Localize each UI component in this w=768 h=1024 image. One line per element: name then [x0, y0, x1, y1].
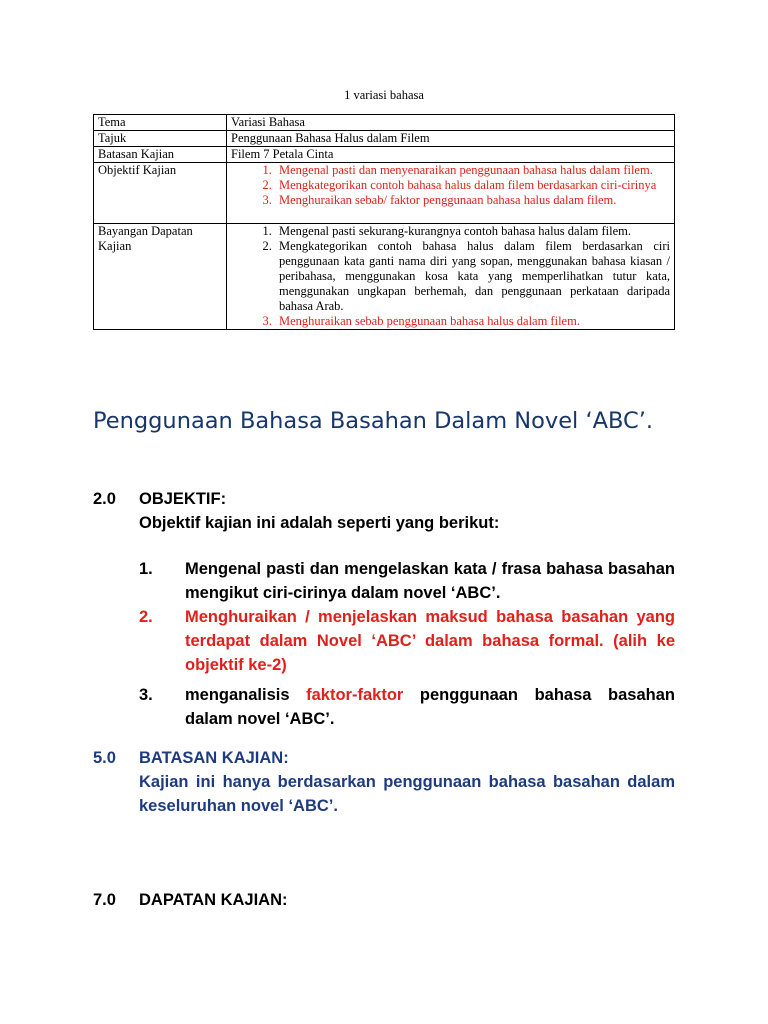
list-item-text-c: penggunaan bahasa basahan dalam novel ‘ABC’.	[185, 686, 675, 728]
table-label-tema: Tema	[94, 115, 227, 131]
table-label-batasan: Batasan Kajian	[94, 147, 227, 163]
research-info-table	[93, 114, 675, 330]
dapatan-heading	[93, 888, 288, 912]
section-number: 2.0	[93, 490, 116, 508]
section-number: 7.0	[93, 891, 116, 909]
section-heading: Penggunaan Bahasa Basahan Dalam Novel ‘ABC’.	[93, 408, 654, 434]
table-value-objektif	[227, 163, 675, 224]
page-caption: 1 variasi bahasa	[344, 88, 424, 102]
table-label-objektif: Objektif Kajian	[94, 163, 227, 224]
list-item: 3. Menghuraikan sebab penggunaan bahasa halus dalam filem.	[275, 314, 670, 329]
list-number: 1.	[139, 560, 153, 578]
list-item: 1. Mengenal pasti sekurang-kurangnya contoh bahasa halus dalam filem.	[275, 224, 670, 239]
list-item	[139, 683, 675, 731]
table-row	[94, 131, 675, 147]
bayangan-list	[231, 224, 670, 329]
table-row	[94, 115, 675, 131]
list-item-text-a: menganalisis	[185, 686, 307, 704]
table-row	[94, 163, 675, 224]
section-number: 5.0	[93, 749, 116, 767]
list-item	[139, 557, 675, 605]
objektif-numbered-list	[139, 557, 675, 737]
list-item: 1. Mengenal pasti dan menyenaraikan penggunaan bahasa halus dalam filem.	[275, 163, 670, 178]
list-item-text: Mengenal pasti dan mengelaskan kata / frasa bahasa basahan mengikut ciri-cirinya dalam novel ‘ABC’.	[185, 560, 675, 602]
list-item-text: Menghuraikan / menjelaskan maksud bahasa basahan yang terdapat dalam Novel ‘ABC’ dalam bahasa formal. (alih ke objektif ke-2)	[185, 608, 675, 674]
batasan-heading	[93, 746, 289, 770]
table-label-tajuk: Tajuk	[94, 131, 227, 147]
batasan-text: Kajian ini hanya berdasarkan penggunaan bahasa basahan dalam keseluruhan novel ‘ABC’.	[139, 773, 675, 815]
section-title: OBJEKTIF:	[139, 490, 227, 508]
table-value-tajuk: Penggunaan Bahasa Halus dalam Filem	[227, 131, 675, 147]
list-item: 2. Mengkategorikan contoh bahasa halus dalam filem berdasarkan ciri-cirinya	[275, 178, 670, 193]
table-row	[94, 224, 675, 330]
table-value-batasan: Filem 7 Petala Cinta	[227, 147, 675, 163]
list-item: 3. Menghuraikan sebab/ faktor penggunaan bahasa halus dalam filem.	[275, 193, 670, 208]
list-number: 2.	[139, 608, 153, 626]
list-item-highlight: faktor-faktor	[306, 686, 404, 704]
objektif-list	[231, 163, 670, 208]
list-item	[139, 605, 675, 677]
table-label-bayangan: Bayangan Dapatan Kajian	[94, 224, 227, 330]
section-title: DAPATAN KAJIAN:	[139, 891, 288, 909]
table-value-tema: Variasi Bahasa	[227, 115, 675, 131]
objektif-intro: Objektif kajian ini adalah seperti yang berikut:	[139, 514, 500, 532]
list-number: 3.	[139, 686, 153, 704]
list-item: 2. Mengkategorikan contoh bahasa halus dalam filem berdasarkan ciri penggunaan kata ganti nama diri yang sopan, menggunakan bahasa kiasan / peribahasa, menggunakan kosa kata yang memperlihatkan tutur kata, menggunakan ungkapan berhemah, dan penggunaan perkataan daripada bahasa Arab.	[275, 239, 670, 314]
table-row	[94, 147, 675, 163]
table-value-bayangan	[227, 224, 675, 330]
section-title: BATASAN KAJIAN:	[139, 749, 289, 767]
objektif-heading	[93, 487, 226, 511]
